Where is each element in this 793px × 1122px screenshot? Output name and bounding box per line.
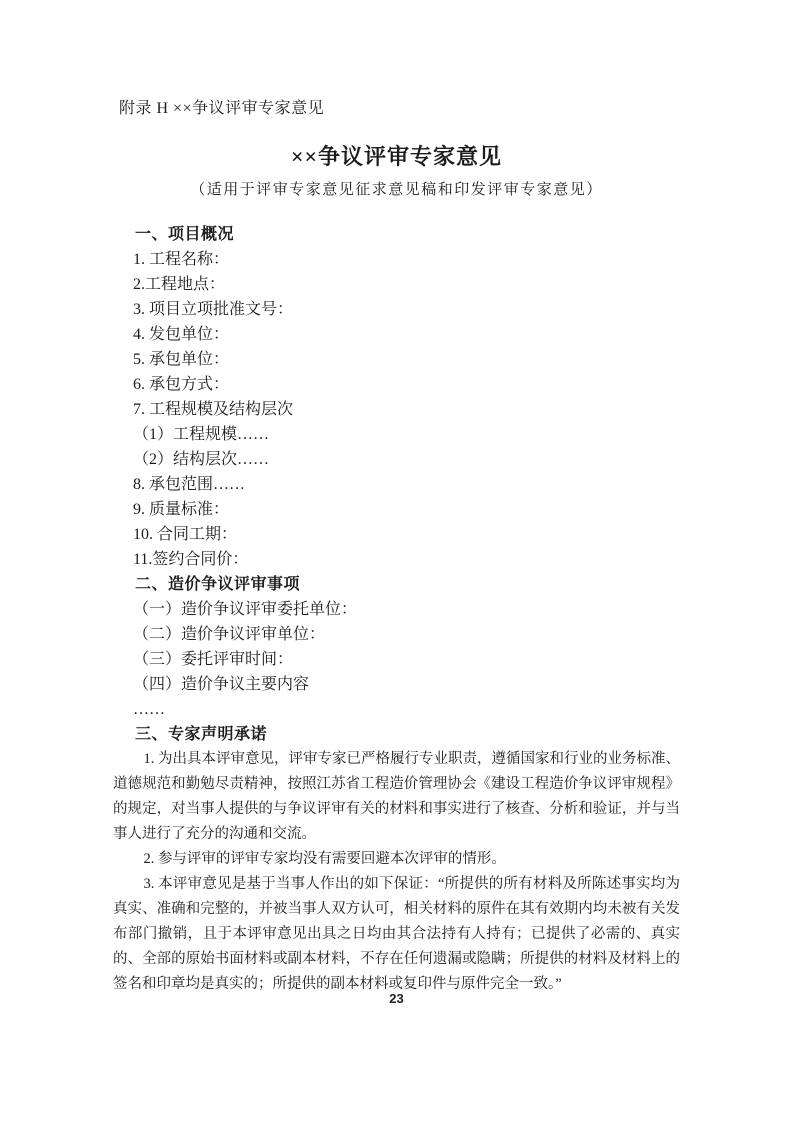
field-line-approval-number: 3. 项目立项批准文号： bbox=[133, 301, 294, 318]
field-line-project-name: 1. 工程名称： bbox=[133, 251, 230, 268]
declaration-paragraph-1: 1. 为出具本评审意见，评审专家已严格履行专业职责，遵循国家和行业的业务标准、道德规范和勤勉尽责精神，按照江苏省工程造价管理协会《建设工程造价争议评审规程》的规定，对当事人提供的与争议评审有关的材料和事实进行了核查、分析和验证，并与当事人进行了充分的沟通和交流。 bbox=[113, 751, 680, 842]
field-line-entrusting-unit: （一）造价争议评审委托单位： bbox=[133, 601, 358, 618]
section-heading-review-matters: 二、造价争议评审事项 bbox=[135, 576, 301, 593]
field-line-review-unit: （二）造价争议评审单位： bbox=[133, 626, 326, 643]
field-line-contract-price: 11.签约合同价： bbox=[133, 551, 249, 568]
section-heading-expert-declaration: 三、专家声明承诺 bbox=[135, 726, 268, 743]
ellipsis-line: …… bbox=[133, 701, 165, 718]
field-line-contractor: 5. 承包单位： bbox=[133, 351, 230, 368]
page-number: 23 bbox=[389, 991, 404, 1006]
field-line-project-location: 2.工程地点： bbox=[133, 276, 226, 293]
field-line-scale-structure: 7. 工程规模及结构层次 bbox=[133, 401, 294, 418]
document-title: ××争议评审专家意见 bbox=[290, 144, 503, 169]
appendix-header: 附录 H ××争议评审专家意见 bbox=[119, 100, 325, 117]
declaration-paragraph-2: 2. 参与评审的评审专家均没有需要回避本次评审的情形。 bbox=[143, 851, 506, 867]
document-subtitle: （适用于评审专家意见征求意见稿和印发评审专家意见） bbox=[190, 182, 603, 198]
field-line-contract-scope: 8. 承包范围…… bbox=[133, 476, 246, 493]
field-line-project-scale: （1）工程规模…… bbox=[133, 426, 270, 443]
field-line-review-time: （三）委托评审时间： bbox=[133, 651, 294, 668]
field-line-dispute-content: （四）造价争议主要内容 bbox=[133, 676, 310, 693]
field-line-contract-duration: 10. 合同工期： bbox=[133, 526, 238, 543]
field-line-structure-levels: （2）结构层次…… bbox=[133, 451, 270, 468]
field-line-employer: 4. 发包单位： bbox=[133, 326, 230, 343]
section-heading-project-overview: 一、项目概况 bbox=[135, 226, 235, 243]
field-line-quality-standard: 9. 质量标准： bbox=[133, 501, 230, 518]
field-line-contract-method: 6. 承包方式： bbox=[133, 376, 230, 393]
declaration-paragraph-3: 3. 本评审意见是基于当事人作出的如下保证：“所提供的所有材料及所陈述事实均为真实、准确和完整的，并被当事人双方认可，相关材料的原件在其有效期内均未被有关发布部门撤销，且于本评审意见出具之日均由其合法持有人持有；已提供了必需的、真实的、全部的原始书面材料或副本材料，不存在任何遗漏或隐瞒；所提供的材料及材料上的签名和印章均是真实的；所提供的副本材料或复印件与原件完全一致。” bbox=[113, 876, 680, 992]
